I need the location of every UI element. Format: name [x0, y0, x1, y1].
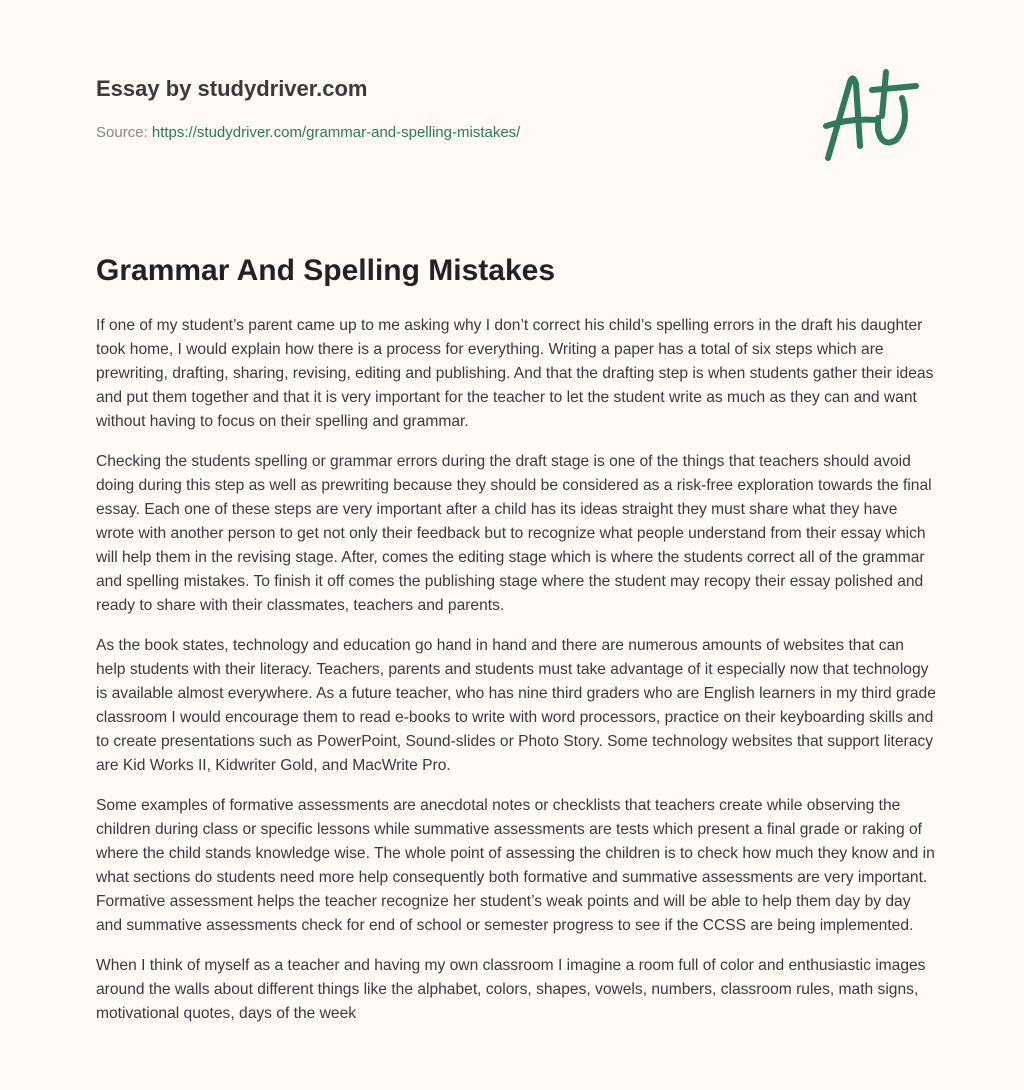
source-label: Source:: [96, 124, 148, 141]
source-line: [96, 124, 520, 141]
paragraph: As the book states, technology and education go hand in hand and there are numerous amounts of websites that can help students with their literacy. Teachers, parents and students must take advantage of it especially now that technology is available almost everywhere. As a future teacher, who has nine third graders who are English learners in my third grade classroom I would encourage them to read e-books to write with word processors, practice on their keyboarding skills and to create presentations such as PowerPoint, Sound-slides or Photo Story. Some technology websites that support literacy are Kid Works II, Kidwriter Gold, and MacWrite Pro.: [96, 637, 936, 774]
brand-title: Essay by studydriver.com: [96, 76, 368, 101]
paragraph: Some examples of formative assessments are anecdotal notes or checklists that teachers create while observing the children during class or specific lessons while summative assessments are tests which present a final grade or raking of where the child stands knowledge wise. The whole point of assessing the children is to check how much they know and in what sections do students need more help consequently both formative and summative assessments are very important. Formative assessment helps the teacher recognize her student’s weak points and will be able to help them day by day and summative assessments check for end of school or semester progress to see if the CCSS are being implemented.: [96, 797, 935, 934]
paragraph: When I think of myself as a teacher and having my own classroom I imagine a room full of color and enthusiastic images around the walls about different things like the alphabet, colors, shapes, vowels, numbers, classroom rules, math signs, motivational quotes, days of the week: [96, 957, 926, 1022]
paragraph: Checking the students spelling or grammar errors during the draft stage is one of the things that teachers should avoid doing during this step as well as prewriting because they should be considered as a risk-free exploration towards the final essay. Each one of these steps are very important after a child has its ideas straight they must share what they have wrote with another person to get not only their feedback but to recognize what people understand from their essay which will help them in the revising stage. After, comes the editing stage which is where the students correct all of the grammar and spelling mistakes. To finish it off comes the publishing stage where the student may recopy their essay polished and ready to share with their classmates, teachers and parents.: [96, 453, 932, 614]
essay-title: Grammar And Spelling Mistakes: [96, 254, 556, 287]
paragraph: If one of my student’s parent came up to me asking why I don’t correct his child’s spelling errors in the draft his daughter took home, I would explain how there is a process for everything. Writing a paper has a total of six steps which are prewriting, drafting, sharing, revising, editing and publishing. And that the drafting step is when students gather their ideas and put them together and that it is very important for the teacher to let the student write as much as they can and want without having to focus on their spelling and grammar.: [96, 317, 934, 430]
source-link[interactable]: https://studydriver.com/grammar-and-spelling-mistakes/: [151, 124, 521, 141]
a-plus-logo-icon: [820, 68, 930, 164]
essay-body: [96, 314, 936, 1042]
